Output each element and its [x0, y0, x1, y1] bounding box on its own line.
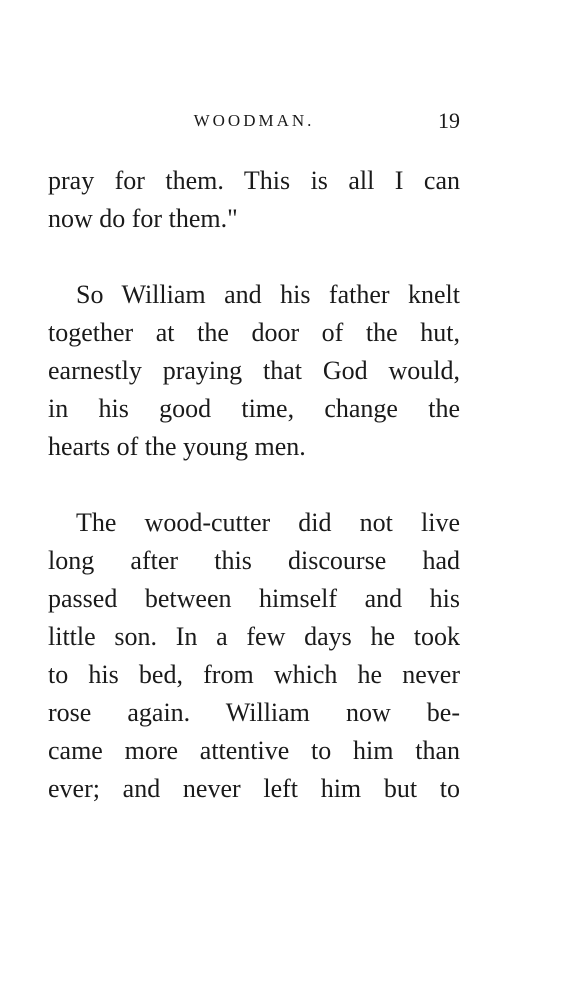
- paragraph-3-line-8: ever; and never left him but to: [48, 774, 460, 803]
- paragraph-3-line-5: to his bed, from which he never: [48, 660, 460, 689]
- page-number: 19: [438, 108, 460, 133]
- paragraph-3-line-2: long after this discourse had: [48, 546, 460, 575]
- paragraph-2-line-5: hearts of the young men.: [48, 432, 306, 461]
- paragraph-2-line-3: earnestly praying that God would,: [48, 356, 460, 385]
- running-head: [48, 106, 460, 136]
- paragraph-3-line-7: came more attentive to him than: [48, 736, 460, 765]
- paragraph-2-line-4: in his good time, change the: [48, 394, 460, 423]
- paragraph-3-line-6: rose again. William now be-: [48, 698, 460, 727]
- paragraph-1-line-2: now do for them.": [48, 204, 238, 233]
- paragraph-3-line-4: little son. In a few days he took: [48, 622, 460, 651]
- paragraph-2-line-2: together at the door of the hut,: [48, 318, 460, 347]
- running-title: WOODMAN.: [193, 111, 315, 130]
- paragraph-2-line-1: So William and his father knelt: [76, 280, 460, 309]
- paragraph-3-line-3: passed between himself and his: [48, 584, 460, 613]
- paragraph-1-line-1: pray for them. This is all I can: [48, 166, 460, 195]
- paragraph-3-line-1: The wood-cutter did not live: [76, 508, 460, 537]
